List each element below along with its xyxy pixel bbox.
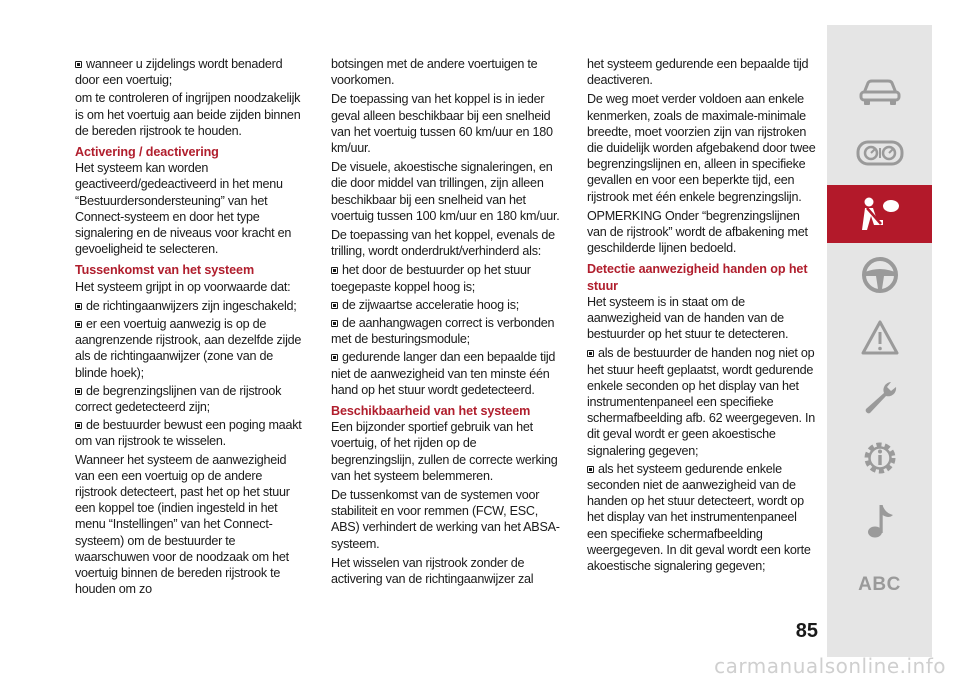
section-heading: Detectie aanwezigheid handen op het stuur: [587, 262, 808, 293]
bullet-item: wanneer u zijdelings wordt benaderd door een voertuig;: [75, 56, 305, 88]
bullet-item: als het systeem gedurende enkele seconden niet de aanwezigheid van de handen op het stuur detecteert, wordt op het display van het instrumentenpaneel een specifieke schermafbeelding weergegeven. In dit geval wordt een korte akoestische signalering gegeven;: [587, 461, 817, 574]
bullet-item: gedurende langer dan een bepaalde tijd niet de aanwezigheid van ten minste één hand op het stuur wordt gedetecteerd.: [331, 349, 561, 398]
bullet-item: de begrenzingslijnen van de rijstrook correct gedetecteerd zijn;: [75, 383, 305, 415]
sidebar-item-multimedia[interactable]: [827, 493, 932, 548]
car-icon: [858, 76, 902, 106]
sidebar-item-index[interactable]: [827, 557, 932, 612]
bullet-item: de richtingaanwijzers zijn ingeschakeld;: [75, 298, 305, 314]
section-heading: Beschikbaarheid van het systeem: [331, 404, 531, 419]
paragraph: het systeem gedurende een bepaalde tijd deactiveren.: [587, 57, 809, 88]
sidebar-item-steering[interactable]: [827, 247, 932, 302]
text-column-1: [75, 56, 305, 601]
section-heading: Tussenkomst van het systeem: [75, 263, 255, 278]
music-note-icon: [863, 501, 897, 541]
page-number: 85: [795, 620, 818, 642]
paragraph: De weg moet verder voldoen aan enkele kenmerken, zoals de maximale-minimale breedte, moet voorzien zijn van rijstroken die duidelijk worden afgebakend door twee begrenzingslijnen en, alleen in specifieke gevallen en voor een beperkte tijd, een rijstrook met één enkele begrenzingslijn.: [587, 92, 816, 204]
paragraph: Wanneer het systeem de aanwezigheid van een een voertuig op de andere rijstrook detecteert, past het op het stuur een koppel toe (indien ingesteld in het menu “Instellingen” van het Connect-systeem) om de bestuurder te waarschuwen voor de noodzaak om het voertuig binnen de bereden rijstrook te houden om zo: [75, 452, 290, 597]
abc-index-label: ABC: [858, 573, 901, 595]
bullet-item: de bestuurder bewust een poging maakt om van rijstrook te wisselen.: [75, 417, 305, 449]
bullet-item: de zijwaartse acceleratie hoog is;: [331, 297, 561, 313]
paragraph: De toepassing van het koppel, evenals de trilling, wordt onderdrukt/verhinderd als:: [331, 228, 555, 259]
text-column-3: [587, 56, 817, 576]
sidebar-item-warning[interactable]: [827, 310, 932, 365]
bullet-item: het door de bestuurder op het stuur toegepaste koppel hoog is;: [331, 262, 561, 294]
paragraph: Het systeem is in staat om de aanwezigheid van de handen van de bestuurder op het stuur te detecteren.: [587, 294, 789, 342]
airbag-seatbelt-icon: [857, 194, 903, 234]
paragraph: botsingen met de andere voertuigen te voorkomen.: [331, 57, 538, 88]
paragraph: Het systeem grijpt in op voorwaarde dat:: [75, 279, 291, 294]
paragraph: om te controleren of ingrijpen noodzakelijk is om het voertuig aan beide zijden binnen de bereden rijstrook te houden.: [75, 91, 301, 138]
sidebar-item-maintenance[interactable]: [827, 370, 932, 425]
bullet-item: de aanhangwagen correct is verbonden met de besturingsmodule;: [331, 315, 561, 347]
section-heading: Activering / deactivering: [75, 145, 219, 160]
steering-wheel-icon: [860, 255, 900, 295]
wrench-icon: [860, 378, 900, 418]
sidebar-item-safety[interactable]: [827, 185, 932, 243]
paragraph: De visuele, akoestische signaleringen, en die door middel van trillingen, zijn alleen beschikbaar bij een snelheid van het voertuig tussen 100 km/uur en 180 km/uur.: [331, 160, 560, 223]
gauges-icon: [856, 138, 904, 168]
watermark: carmanualsonline.info: [714, 654, 946, 678]
paragraph: OPMERKING Onder “begrenzingslijnen van de rijstrook” wordt de afbakening met geschilderde lijnen bedoeld.: [587, 208, 808, 256]
warning-triangle-icon: [860, 319, 900, 357]
paragraph: Het wisselen van rijstrook zonder de activering van de richtingaanwijzer zal: [331, 555, 534, 587]
settings-gear-icon: [860, 438, 900, 478]
sidebar-item-car[interactable]: [827, 63, 932, 118]
sidebar-item-gauges[interactable]: [827, 125, 932, 180]
bullet-item: er een voertuig aanwezig is op de aangrenzende rijstrook, aan dezelfde zijde als de richtingaanwijzer (zone van de blinde hoek);: [75, 316, 305, 381]
paragraph: De tussenkomst van de systemen voor stabiliteit en voor remmen (FCW, ESC, ABS) verhindert de werking van het ABSA-systeem.: [331, 488, 560, 551]
paragraph: Een bijzonder sportief gebruik van het voertuig, of het rijden op de begrenzingslijn, zullen de correcte werking van het systeem belemmeren.: [331, 420, 558, 483]
paragraph: Het systeem kan worden geactiveerd/gedeactiveerd in het menu “Bestuurdersondersteuning” van het Connect-systeem en door het type signalering en de niveaus voor kracht en gevoeligheid te selecteren.: [75, 161, 292, 257]
bullet-item: als de bestuurder de handen nog niet op het stuur heeft geplaatst, wordt gedurende enkele seconden op het display van het instrumentenpaneel een specifieke schermafbeelding afb. 62 weergegeven. In dit geval wordt er geen akoestische signalering gegeven;: [587, 346, 816, 458]
text-column-2: [331, 56, 561, 590]
sidebar-item-technical[interactable]: [827, 430, 932, 485]
chapter-sidebar: [827, 25, 932, 657]
paragraph: De toepassing van het koppel is in ieder geval alleen beschikbaar bij een snelheid van het voertuig tussen 60 km/uur en 180 km/uur.: [331, 92, 553, 156]
